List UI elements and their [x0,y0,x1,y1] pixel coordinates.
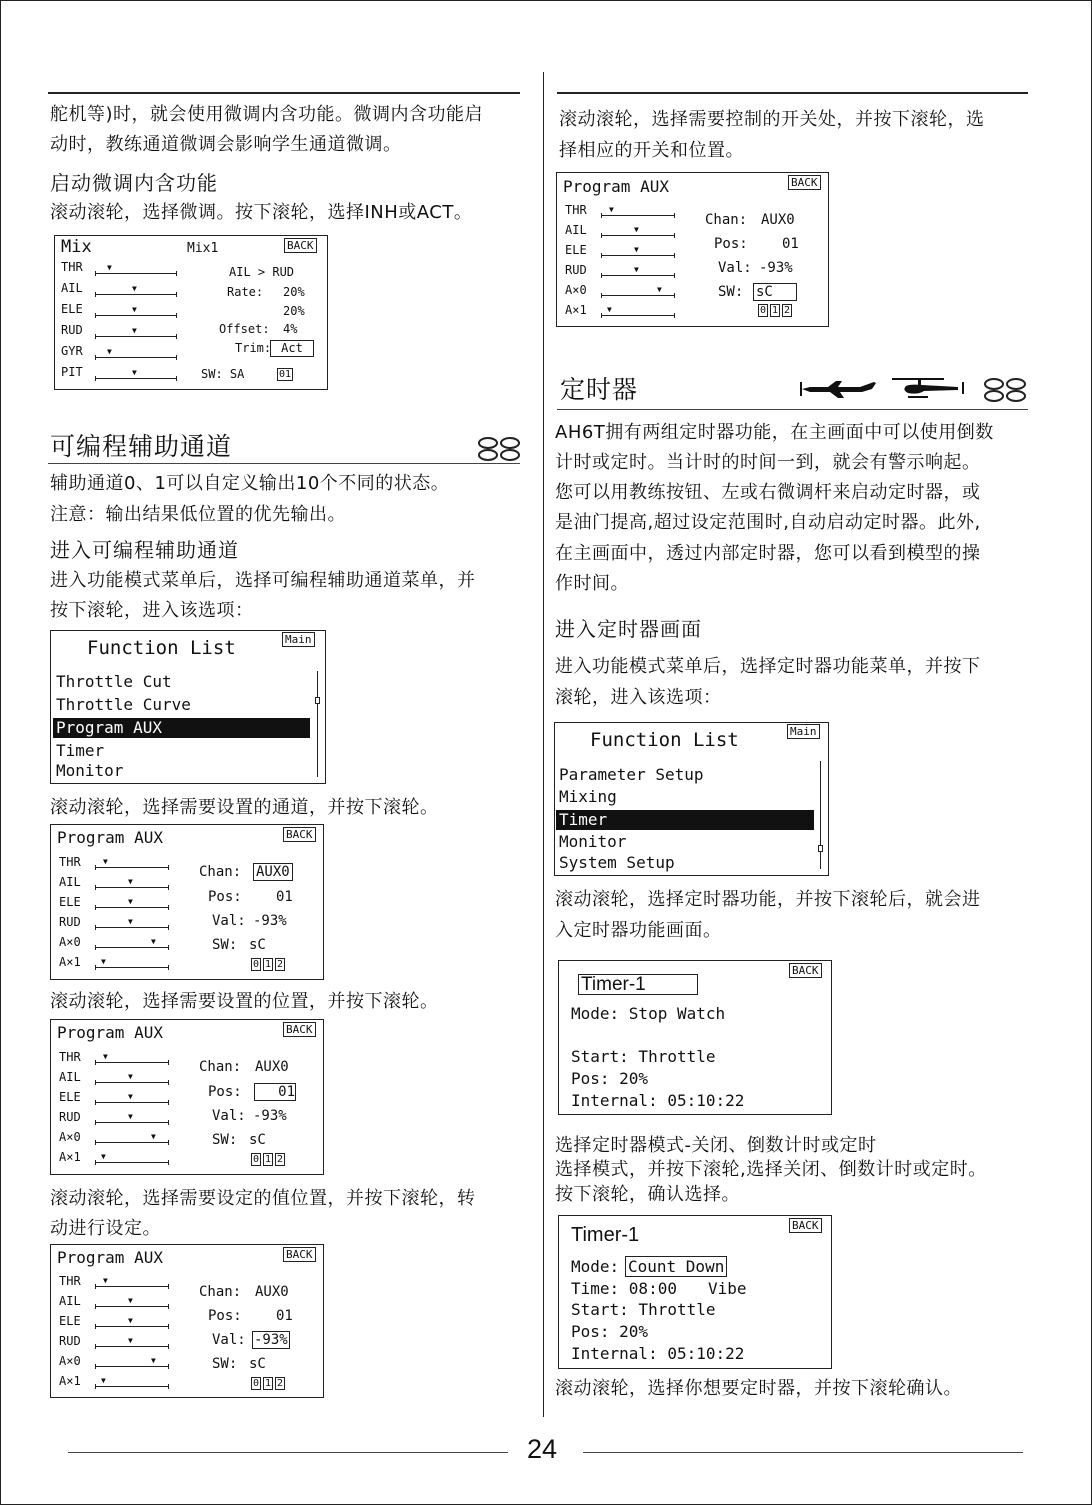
menu-item[interactable]: Monitor [56,761,124,780]
paragraph: 动时，教练通道微调会影响学生通道微调。 [50,134,402,155]
val-value[interactable]: -93% [253,1108,287,1124]
top-rule-right [557,92,1028,94]
paragraph: 按下滚轮，进入该选项： [50,600,254,621]
timer-pos[interactable]: Pos: 20% [571,1322,649,1341]
channel-label: A×0 [59,1130,81,1144]
screen-title: Mix [61,237,92,257]
timer-pos[interactable]: Pos: 20% [571,1069,649,1088]
screen-title: Program AUX [57,1248,163,1267]
chan-value[interactable]: AUX0 [255,1284,289,1300]
paragraph: 入定时器功能画面。 [555,920,722,941]
trim-bar: ▼ [95,884,169,890]
helicopter-icon [888,376,970,400]
switch-state: 0 [253,959,260,970]
trim-bar: ▼ [601,272,675,278]
timer-title: Timer-1 [571,1224,640,1246]
trim-bar: ▼ [95,944,169,950]
val-label: Val: [212,1332,246,1348]
chan-label: Chan: [199,1059,242,1075]
program-aux-screen [556,172,829,327]
paragraph: 滚动滚轮，选择需要设置的位置，并按下滚轮。 [50,991,439,1012]
menu-item-label: Program AUX [56,718,162,737]
channel-label: A×1 [59,1374,81,1388]
channel-label: A×0 [59,935,81,949]
airplane-icon [800,378,880,400]
channel-label: THR [59,1274,81,1288]
channel-label: AIL [565,223,587,237]
trim-bar: ▼ [95,1119,169,1125]
mix-route: AIL > RUD [229,265,295,279]
back-button[interactable]: BACK [283,1247,316,1262]
paragraph: 是油门提高,超过设定范围时,自动启动定时器。此外, [555,512,981,533]
val-label: Val: [212,1108,246,1124]
switch-state: 1 [265,959,272,970]
channel-label: THR [565,203,587,217]
channel-label: A×1 [59,955,81,969]
channel-label: THR [59,1050,81,1064]
channel-label: AIL [59,875,81,889]
offset-label: Offset: [219,322,270,336]
menu-item-selected[interactable] [556,810,814,830]
channel-label: A×0 [59,1354,81,1368]
rate-value[interactable]: 20% [283,285,305,299]
paragraph: 滚动滚轮，选择需要设置的通道，并按下滚轮。 [50,797,439,818]
switch-label: SW: SA [201,367,245,381]
chan-label: Chan: [705,212,748,228]
back-button[interactable]: BACK [284,238,317,253]
channel-label: THR [59,855,81,869]
channel-label: RUD [59,1110,81,1124]
channel-label: RUD [61,323,83,337]
section-heading: 启动微调内含功能 [50,171,218,195]
main-button[interactable]: Main [282,632,315,647]
timer-mode[interactable]: Mode: Stop Watch [571,1004,726,1023]
switch-state: 0 [253,1378,260,1389]
rate-label: Rate: [227,285,264,299]
footer-rule-left [68,1452,508,1453]
timer-screen [558,1215,832,1369]
channel-label: ELE [59,895,81,909]
menu-item[interactable]: Throttle Curve [56,695,191,714]
pos-label: Pos: [208,1308,242,1324]
trim-bar: ▼ [95,270,177,276]
trim-bar: ▼ [95,1283,169,1289]
trim-bar: ▼ [95,1079,169,1085]
trim-bar: ▼ [601,252,675,258]
pos-label: Pos: [714,236,748,252]
scrollbar-thumb[interactable] [315,697,320,704]
menu-item[interactable]: System Setup [559,853,675,872]
paragraph: 滚动滚轮，选择需要控制的开关处，并按下滚轮，选 [559,109,985,130]
pos-label: Pos: [208,1084,242,1100]
menu-item-label: Timer [559,810,608,829]
trim-bar: ▼ [95,904,169,910]
channel-label: ELE [59,1090,81,1104]
channel-label: PIT [61,365,83,379]
pos-value[interactable]: 01 [782,236,799,252]
mix-name: Mix1 [187,241,219,256]
program-aux-screen [50,1244,324,1398]
timer-start[interactable]: Start: Throttle [571,1300,716,1319]
switch-state: 1 [265,1154,272,1165]
pos-value-selected[interactable]: 01 [254,1083,296,1101]
channel-label: AIL [59,1294,81,1308]
function-list-screen [554,722,829,876]
trim-bar: ▼ [95,1059,169,1065]
channel-label: THR [61,260,83,274]
channel-label: RUD [59,1334,81,1348]
switch-state: 1 [772,305,779,316]
menu-item[interactable]: Mixing [559,787,617,806]
paragraph: 注意：输出结果低位置的优先输出。 [50,504,346,525]
timer-mode-selected[interactable]: Count Down [625,1256,727,1277]
paragraph: 进入功能模式菜单后，选择可编程辅助通道菜单，并 [50,570,476,591]
chan-label: Chan: [199,864,242,880]
channel-label: RUD [59,915,81,929]
pos-label: Pos: [208,889,242,905]
program-aux-screen [50,824,324,980]
trim-bar: ▼ [95,354,177,360]
sw-label: SW: [718,284,744,300]
trim-bar: ▼ [95,1323,169,1329]
trim-bar: ▼ [95,1383,169,1389]
program-aux-screen [50,1019,324,1175]
section-heading: 定时器 [560,375,639,404]
menu-item[interactable]: Timer [56,741,105,760]
paragraph: 滚轮，进入该选项： [555,687,722,708]
chan-label: Chan: [199,1284,242,1300]
paragraph: 滚动滚轮，选择微调。按下滚轮，选择INH或ACT。 [50,202,473,223]
timer-vibe[interactable]: Vibe [708,1279,747,1298]
trim-bar: ▼ [95,333,177,339]
screen-title: Program AUX [57,828,163,847]
channel-label: A×1 [59,1150,81,1164]
channel-label: A×1 [565,303,587,317]
trim-bar: ▼ [95,864,169,870]
function-list-screen [50,630,326,784]
multirotor-icon [476,436,524,462]
channel-label: GYR [61,344,83,358]
trim-bar: ▼ [601,292,675,298]
top-rule-left [48,92,520,94]
switch-state: 2 [277,959,284,970]
trim-bar: ▼ [95,375,177,381]
val-value[interactable]: -93% [759,260,793,276]
sw-value[interactable]: sC [249,937,266,953]
channel-label: RUD [565,263,587,277]
paragraph: 择相应的开关和位置。 [559,140,744,161]
footer-rule-right [583,1452,1023,1453]
sw-label: SW: [212,1356,238,1372]
val-value-selected[interactable]: -93% [254,1332,288,1348]
back-button[interactable]: BACK [789,963,822,978]
trim-bar: ▼ [95,1139,169,1145]
paragraph: 按下滚轮，确认选择。 [555,1184,740,1205]
timer-internal: Internal: 05:10:22 [571,1344,745,1363]
sw-value-selected[interactable]: sC [753,283,797,301]
channel-label: ELE [59,1314,81,1328]
rate-value[interactable]: 20% [283,304,305,318]
paragraph: 您可以用教练按钮、左或右微调杆来启动定时器，或 [555,482,981,503]
timer-screen [558,960,832,1115]
section-heading: 进入可编程辅助通道 [50,538,239,562]
timer-time[interactable]: Time: 08:00 [571,1279,677,1298]
menu-item[interactable]: Throttle Cut [56,672,172,691]
trim-bar: ▼ [95,964,169,970]
sw-value[interactable]: sC [249,1132,266,1148]
chan-value-selected[interactable]: AUX0 [253,863,293,881]
back-button[interactable]: BACK [283,1022,316,1037]
paragraph: 作时间。 [555,573,629,594]
timer-internal: Internal: 05:10:22 [571,1091,745,1110]
paragraph: 选择模式，并按下滚轮,选择关闭、倒数计时或定时。 [555,1159,987,1180]
sw-label: SW: [212,937,238,953]
channel-label: ELE [565,243,587,257]
heading-rule [557,409,1028,410]
chan-value[interactable]: AUX0 [761,212,795,228]
column-divider [543,72,544,1417]
paragraph: AH6T拥有两组定时器功能，在主画面中可以使用倒数 [555,422,994,443]
paragraph: 滚动滚轮，选择需要设定的值位置，并按下滚轮，转 [50,1188,476,1209]
paragraph: 滚动滚轮，选择你想要定时器，并按下滚轮确认。 [555,1378,962,1399]
trim-label: Trim: [235,341,272,355]
channel-label: A×0 [565,283,587,297]
sw-label: SW: [212,1132,238,1148]
trim-value[interactable]: Act [270,340,314,357]
trim-bar: ▼ [601,312,675,318]
val-label: Val: [718,260,752,276]
multirotor-icon [982,377,1030,403]
menu-item[interactable]: Parameter Setup [559,765,704,784]
paragraph: 在主画面中，透过内部定时器，您可以看到模型的操 [555,543,981,564]
paragraph: 计时或定时。当计时的时间一到，就会有警示响起。 [555,452,981,473]
trim-bar: ▼ [95,1363,169,1369]
screen-title: Function List [590,729,739,751]
val-label: Val: [212,913,246,929]
trim-bar: ▼ [95,1099,169,1105]
paragraph: 滚动滚轮，选择定时器功能，并按下滚轮后，就会进 [555,889,981,910]
switch-position: 01 [279,369,292,380]
heading-rule [48,463,520,464]
trim-bar: ▼ [601,212,675,218]
pos-value[interactable]: 01 [276,889,293,905]
screen-title: Program AUX [563,177,669,196]
scrollbar[interactable] [820,761,821,869]
switch-state: 2 [784,305,791,316]
back-button[interactable]: BACK [788,175,821,190]
trim-bar: ▼ [95,291,177,297]
timer-start[interactable]: Start: Throttle [571,1047,716,1066]
back-button[interactable]: BACK [283,827,316,842]
mix-screen [54,235,328,390]
back-button[interactable]: BACK [789,1218,822,1233]
val-value[interactable]: -93% [253,913,287,929]
trim-bar: ▼ [95,1159,169,1165]
sw-value[interactable]: sC [249,1356,266,1372]
paragraph: 选择定时器模式-关闭、倒数计时或定时 [555,1135,877,1156]
paragraph: 辅助通道0、1可以自定义输出10个不同的状态。 [50,473,450,494]
main-button[interactable]: Main [787,724,820,739]
paragraph: 进入功能模式菜单后，选择定时器功能菜单，并按下 [555,656,981,677]
switch-state: 0 [760,305,767,316]
timer-title-selected[interactable]: Timer-1 [578,974,698,995]
paragraph: 舵机等)时，就会使用微调内含功能。微调内含功能启 [50,104,484,125]
trim-bar: ▼ [95,924,169,930]
chan-value[interactable]: AUX0 [255,1059,289,1075]
section-heading: 可编程辅助通道 [50,432,233,461]
trim-bar: ▼ [95,1303,169,1309]
timer-mode-label: Mode: [571,1257,620,1276]
switch-state: 0 [253,1154,260,1165]
screen-title: Program AUX [57,1023,163,1042]
switch-state: 2 [277,1154,284,1165]
menu-item[interactable]: Monitor [559,832,627,851]
channel-label: AIL [61,281,83,295]
channel-label: ELE [61,302,83,316]
section-heading: 进入定时器画面 [555,617,702,641]
channel-label: AIL [59,1070,81,1084]
switch-state: 1 [265,1378,272,1389]
trim-bar: ▼ [95,312,177,318]
offset-value[interactable]: 4% [283,322,298,336]
pos-value[interactable]: 01 [276,1308,293,1324]
trim-bar: ▼ [95,1343,169,1349]
switch-state: 2 [277,1378,284,1389]
page-number: 24 [526,1434,558,1464]
trim-bar: ▼ [601,232,675,238]
paragraph: 动进行设定。 [50,1218,161,1239]
menu-item-selected[interactable] [53,718,310,738]
screen-title: Function List [87,637,236,659]
scrollbar-thumb[interactable] [818,845,823,852]
scrollbar[interactable] [317,671,318,777]
